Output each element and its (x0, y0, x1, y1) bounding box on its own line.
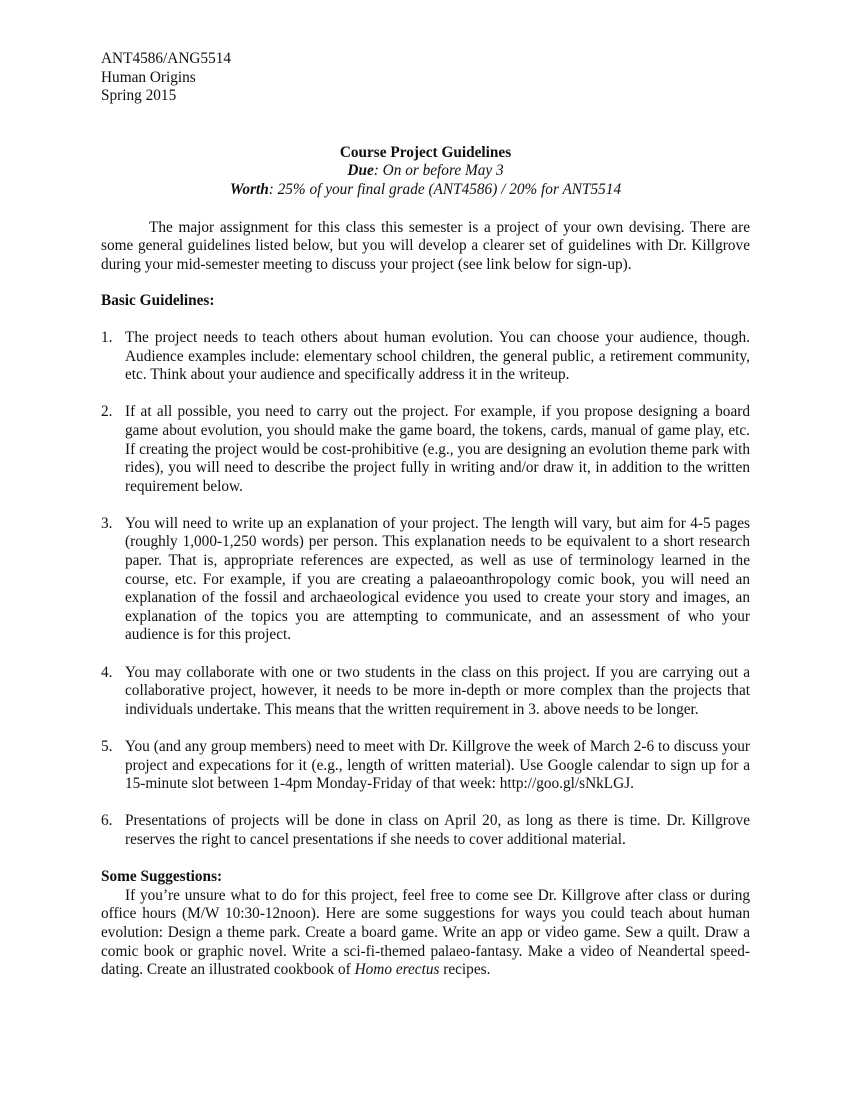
item-text: Presentations of projects will be done in class on April 20, as long as there is time. Dr. Killgrove reserves the right to cancel presentations if she needs to cover additional material. (125, 812, 750, 848)
suggestions-text-end: recipes. (439, 961, 491, 979)
item-number: 6. (101, 812, 113, 830)
item-text: You will need to write up an explanation of your project. The length will vary, but aim for 4-5 pages (roughly 1,000-1,250 words) per person. This explanation needs to be equivalent to a short research paper. That is, appropriate references are expected, as well as use of terminology learned in the course, etc. For example, if you are creating a palaeoanthropology comic book, you will need an explanation of the fossil and archaeological evidence you used to create your story and images, an explanation of the topics you are attempting to communicate, and an assessment of who your audience is for this project. (125, 514, 750, 644)
intro-paragraph: The major assignment for this class this semester is a project of your own devising. There are some general guidelines listed below, but you will develop a clearer set of guidelines with Dr. Killgrove during your mid-semester meeting to discuss your project (see link below for sign-up). (101, 218, 750, 273)
species-name: Homo erectus (354, 961, 440, 979)
item-number: 1. (101, 328, 113, 346)
due-line (101, 162, 750, 181)
guideline-item (101, 329, 750, 385)
course-term: Spring 2015 (101, 87, 177, 105)
due-label: Due (347, 162, 374, 180)
worth-line (101, 181, 750, 200)
guideline-item (101, 812, 750, 849)
basic-guidelines-heading: Basic Guidelines: (101, 292, 215, 310)
guidelines-list (101, 329, 750, 850)
guideline-item (101, 738, 750, 794)
course-name: Human Origins (101, 68, 196, 86)
course-code: ANT4586/ANG5514 (101, 50, 232, 67)
title-block (101, 144, 750, 200)
item-number: 3. (101, 514, 113, 532)
course-header (101, 50, 750, 106)
guideline-item (101, 403, 750, 496)
item-number: 5. (101, 738, 113, 755)
suggestions-paragraph (101, 887, 750, 980)
due-value: : On or before May 3 (373, 162, 504, 180)
item-text: The project needs to teach others about human evolution. You can choose your audience, though. Audience examples include: elementary school children, the general public, a retirement community, etc. Think about your audience and specifically address it in the writeup. (125, 328, 750, 384)
item-number: 2. (101, 403, 113, 421)
worth-value: : 25% of your final grade (ANT4586) / 20% for ANT5514 (268, 180, 622, 198)
suggestions-heading: Some Suggestions: (101, 868, 223, 886)
guideline-item (101, 515, 750, 645)
guideline-item (101, 664, 750, 720)
page-title: Course Project Guidelines (339, 143, 512, 161)
item-number: 4. (101, 663, 113, 681)
item-text: If at all possible, you need to carry out the project. For example, if you propose designing a board game about evolution, you should make the game board, the tokens, cards, manual of game play, etc. If creating the project would be cost-prohibitive (e.g., you are designing an evolution theme park with rides), you will need to describe the project fully in writing and/or draw it, in addition to the written requirement below. (125, 403, 750, 495)
document-page (101, 50, 750, 980)
suggestions-text: If you’re unsure what to do for this project, feel free to come see Dr. Killgrove after class or during office hours (M/W 10:30-12noon). Here are some suggestions for ways you could teach about human evolution: Design a theme park. Create a board game. Write an app or video game. Sew a quilt. Draw a comic book or graphic novel. Write a sci-fi-themed palaeo-fantasy. Make a video of Neandertal speed-dating. Create an illustrated cookbook of (101, 886, 750, 979)
item-text: You may collaborate with one or two students in the class on this project. If you are carrying out a collaborative project, however, it needs to be more in-depth or more complex than the projects that individuals undertake. This means that the written requirement in 3. above needs to be longer. (125, 663, 750, 718)
worth-label: Worth (229, 180, 269, 198)
item-text: You (and any group members) need to meet with Dr. Killgrove the week of March 2-6 to discuss your project and expecations for it (e.g., length of written material). Use Google calendar to sign up for a 15-minute slot between 1-4pm Monday-Friday of that week: http://goo.gl/sNkLGJ. (125, 738, 750, 793)
